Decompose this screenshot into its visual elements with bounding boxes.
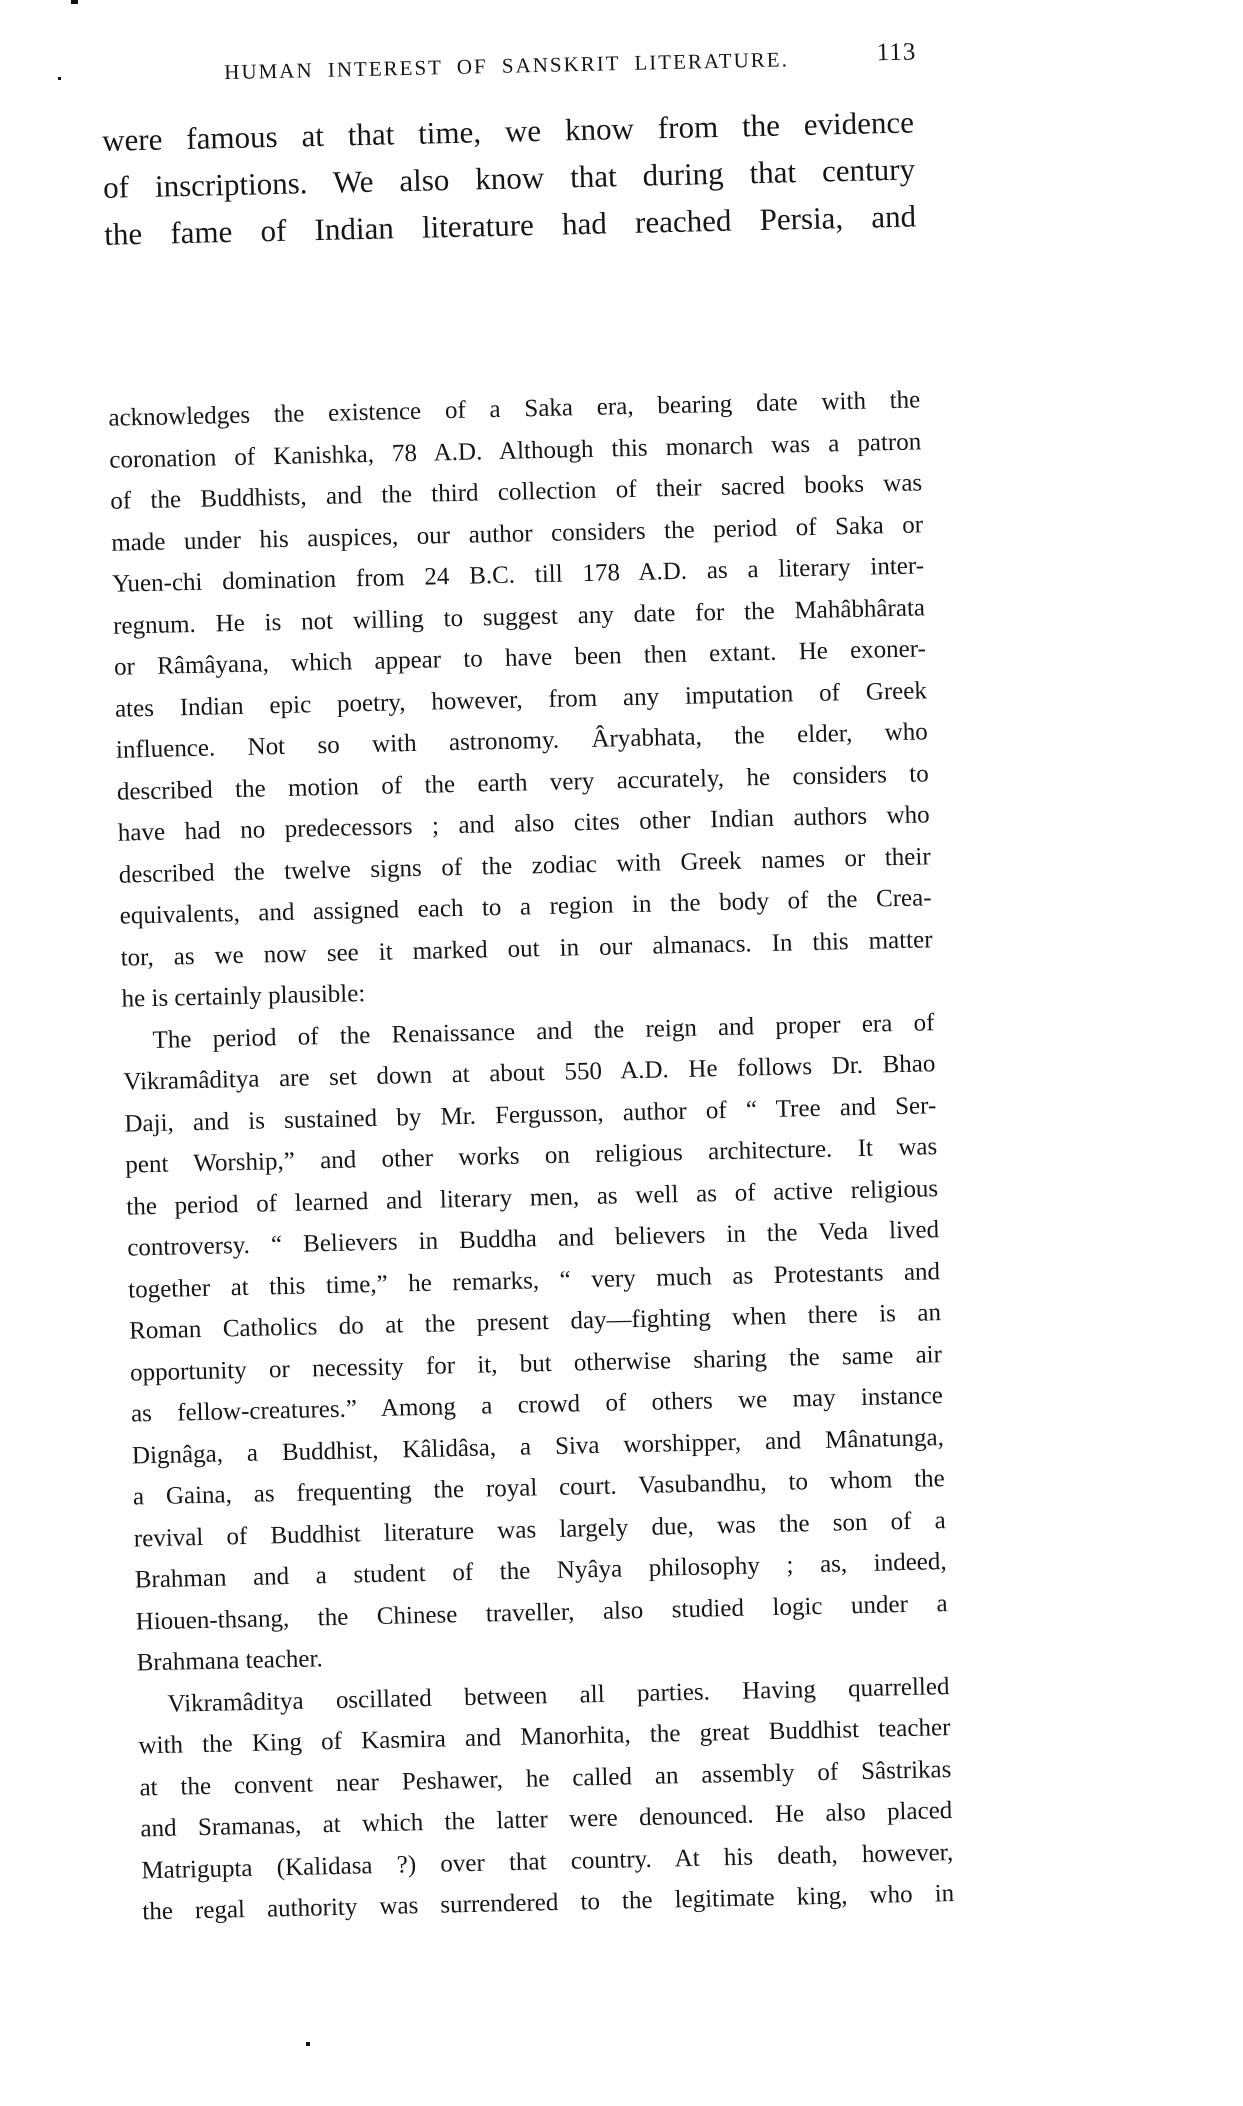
footnote-line: Matrigupta (Kalidasa ?) over that country. At his death, however, — [141, 1838, 954, 1884]
footnote-line: coronation of Kanishka, 78 A.D. Although this monarch was a patron — [109, 427, 922, 474]
footnote-line: the regal authority was surrendered to the legitimate king, who in — [142, 1880, 955, 1926]
footnote-line: as fellow-creatures.” Among a crowd of others we may instance — [130, 1382, 944, 1428]
footnote-line: influence. Not so with astronomy. Âryabhata, the elder, who — [115, 718, 929, 764]
main-text-line: of inscriptions. We also know that during that century — [102, 151, 916, 205]
footnote-paragraph — [137, 1666, 954, 1933]
footnote-line: The period of the Renaissance and the reign and proper era of — [152, 1008, 935, 1054]
footnote-line: at the convent near Peshawer, he called an assembly of Sâstrikas — [139, 1755, 952, 1801]
footnote-line: pent Worship,” and other works on religious architecture. It was — [125, 1133, 938, 1179]
running-title: HUMAN INTEREST OF SANSKRIT LITERATURE. — [223, 47, 790, 85]
footnote-line: described the motion of the earth very accurately, he considers to — [116, 759, 930, 806]
footnote-line: Dignâga, a Buddhist, Kâlidâsa, a Siva worshipper, and Mânatunga, — [131, 1423, 945, 1470]
page-number: 113 — [876, 38, 917, 67]
footnote-line: revival of Buddhist literature was largely due, was the son of a — [133, 1506, 946, 1553]
footnote-line: with the King of Kasmira and Manorhita, the great Buddhist teacher — [138, 1714, 951, 1760]
main-text-line: the fame of Indian literature had reached Persia, and — [103, 198, 917, 252]
footnote-line: equivalents, and assigned each to a region in the body of the Crea- — [119, 884, 932, 930]
footnote-line: Vikramâditya oscillated between all parties. Having quarrelled — [167, 1672, 950, 1718]
footnote-line: Brahman and a student of the Nyâya philosophy ; as, indeed, — [134, 1548, 947, 1594]
footnote-line: have had no predecessors ; and also cites other Indian authors who — [117, 801, 930, 847]
footnote-line: a Gaina, as frequenting the royal court. Vasubandhu, to whom the — [132, 1465, 946, 1511]
footnote-line: he is certainly plausible: — [121, 980, 366, 1013]
footnote-paragraph — [122, 1002, 949, 1684]
scan-speck — [306, 2042, 310, 2046]
scan-speck — [58, 77, 61, 80]
footnote-line: regnum. He is not willing to suggest any date for the Mahâbhârata — [112, 593, 926, 640]
footnote-line: described the twelve signs of the zodiac with Greek names or their — [118, 842, 931, 889]
footnote-line: Yuen-chi domination from 24 B.C. till 178 A.D. as a literary inter- — [111, 552, 925, 598]
footnote-line: and Sramanas, at which the latter were denounced. He also placed — [140, 1797, 953, 1843]
footnote-line: acknowledges the existence of a Saka era, bearing date with the — [108, 386, 921, 432]
scan-speck — [71, 0, 78, 4]
footnote-line: Daji, and is sustained by Mr. Fergusson, author of “ Tree and Ser- — [124, 1091, 937, 1138]
footnote-line: made under his auspices, our author considers the period of Saka or — [110, 510, 924, 557]
page-header — [100, 28, 917, 92]
footnote-line: the period of learned and literary men, as well as of active religious — [126, 1174, 939, 1221]
text-block — [100, 28, 955, 1932]
footnote-line: Brahmana teacher. — [136, 1645, 323, 1677]
footnote-line: tor, as we now see it marked out in our almanacs. In this matter — [120, 925, 933, 972]
footnote-line: of the Buddhists, and the third collection of their sacred books was — [110, 469, 923, 515]
footnote-line: Vikramâditya are set down at about 550 A.D. He follows Dr. Bhao — [123, 1050, 936, 1096]
footnote-line: opportunity or necessity for it, but otherwise sharing the same air — [129, 1340, 943, 1387]
footnote-line: ates Indian epic poetry, however, from any imputation of Greek — [114, 676, 928, 723]
main-text — [102, 98, 917, 257]
footnote — [108, 379, 955, 1933]
footnote-line: or Râmâyana, which appear to have been then extant. He exoner- — [113, 635, 927, 681]
footnote-line: controversy. “ Believers in Buddha and believers in the Veda lived — [126, 1216, 940, 1262]
footnote-paragraph — [108, 379, 934, 1020]
footnote-line: together at this time,” he remarks, “ very much as Protestants and — [127, 1257, 941, 1304]
main-text-line: were famous at that time, we know from the evidence — [101, 104, 915, 158]
footnote-line: Hiouen-thsang, the Chinese traveller, also studied logic under a — [135, 1589, 948, 1635]
footnote-line: Roman Catholics do at the present day—fighting when there is an — [128, 1299, 942, 1345]
